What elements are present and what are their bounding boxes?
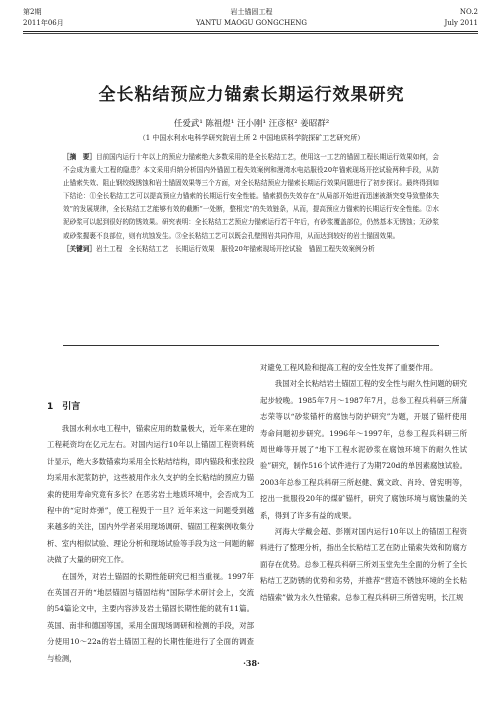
header-date: 2011年06月 (23, 19, 64, 27)
section-heading-intro: 1 引言 (47, 402, 81, 412)
paragraph: 对避免工程风险和提高工程的安全性发挥了重要作用。 (260, 363, 438, 372)
article-authors: 任爱武¹ 陈祖煜¹ 汪小刚¹ 汪彦枢² 姜昭群² (173, 119, 330, 129)
paragraph: 我国对全长粘结岩土锚固工程的安全性与耐久性问题的研究起步较晚。1985年7月～1987年7月，总参工程兵科研三所蒲志荣等以“砂浆锚杆的腐蚀与防护研究”为题，开展了锚杆使用寿命问题初步研究。1996年～1997年，总参工程兵科研三所周世峰等开展了“地下工程水泥砂浆在腐蚀环境下的耐久性试验”研究，制作516个试件进行了为期720d的单因素腐蚀试验。2003年总参工程兵科研三所赵健、冀文政、肖玲、曾宪明等，挖出一批服役20年的煤矿锚杆，研究了腐蚀环境与腐蚀量的关系，得到了许多有益的成果。 (260, 379, 467, 520)
paragraph: 河海大学戴会超、彭刚对国内运行10年以上的锚固工程资料进行了整理分析，指出全长粘结工艺在防止锚索失效和防腐方面存在优势。总参工程兵科研三所刘玉堂先生全面的分析了全长粘结工艺防锈的优势和劣势，并推荐“营造不锈蚀环境的全长粘结锚索”做为永久性锚索。总参工程兵科研三所曾宪明，长江规 (260, 527, 467, 602)
journal-name-en: YANTU MAOGU GONGCHENG (195, 19, 308, 27)
header-number-block (444, 7, 478, 29)
header-issue: 第2期 (23, 8, 42, 16)
abstract-divider (63, 345, 439, 346)
left-column (47, 421, 254, 667)
keywords-label: ［关键词］ (63, 244, 96, 253)
paragraph: 在国外，对岩土锚固的长期性能研究已相当重视。1997年在英国召开的“地层锚固与锚固结构”国际学术研讨会上，交流的54篇论文中，主要内容涉及岩土锚固长期性能的就有11篇。英国、南非和德国等国，采用全面现场调研和检测的手段，对部分使用10～22a的岩土锚固工程的长期性能进行了全面的调查与检测， (47, 571, 254, 663)
header-divider-thin (23, 33, 478, 34)
article-title: 全长粘结预应力锚索长期运行效果研究 (98, 85, 405, 105)
header-journal-block (0, 7, 503, 29)
abstract-block (63, 151, 439, 256)
keywords-text: 岩土工程 全长粘结工艺 长期运行效果 服役20年锚索现场开挖试验 锚固工程失效案例分析 (95, 244, 375, 253)
page-number: ·38· (243, 658, 260, 668)
header-month: July 2011 (444, 19, 478, 27)
paragraph: 我国水利水电工程中，锚索应用的数量极大，近年来在建的工程耗资均在亿元左右。对国内运行10年以上锚固工程资料统计显示，绝大多数锚索均采用全长粘结结构，即内锚段和张拉段均采用水泥浆防护，这些被用作永久支护的全长粘结的预应力锚索的使用寿命究竟有多长？在恶劣岩土地质环境中，会否成为工程中的“定时炸弹”，使工程毁于一旦？近年来这一问题受到越来越多的关注，国内外学者采用现场调研、锚固工程案例收集分析、室内相似试验、理论分析和现场试验等手段为这一问题的解决做了大量的研究工作。 (47, 424, 254, 565)
abstract-label: ［摘 要］ (63, 153, 96, 161)
right-column (260, 360, 467, 606)
abstract-text: 目前国内运行十年以上的预应力锚索绝大多数采用的是全长粘结工艺，使用这一工艺的锚固工程长期运行效果如何，会不会成为重大工程的隐患？本文采用归纳分析国内外锚固工程失效案例和漫湾水电站服役20年锚索现场开挖试验两种手段，从防止锚索失效、阻止钢绞线锈蚀和岩土锚固效果等三个方面，对全长粘结预应力锚索长期运行效果问题进行了初步探讨。最终得到如下结论：①全长粘结工艺可以提高预应力锚索的长期运行安全性能。锚索损伤失效存在“从局部开始进而迅速被渐突变导致整体失效”的发展规律，全长粘结工艺能够有效的截断“一处断，整根完”的失效链条，从而，提高预应力锚索的长期运行安全性能。②水泥砂浆可以起到很好的防锈效果。研究表明：全长粘结工艺预应力锚索运行若干年后，有砂浆覆盖部位，仍然基本无锈蚀；无砂浆或砂浆握裹不良部位，则有坑蚀发生。③全长粘结工艺可以既会孔壁围岩共同作用，从而达到较好的岩土锚固效果。 (63, 153, 439, 240)
journal-name-cn: 岩土锚固工程 (230, 8, 273, 16)
article-affiliation: （1 中国水利水电科学研究院岩土所 2 中国地质科学院探矿工艺研究所） (138, 134, 365, 142)
header-number: NO.2 (459, 8, 478, 16)
header-divider (23, 31, 478, 32)
